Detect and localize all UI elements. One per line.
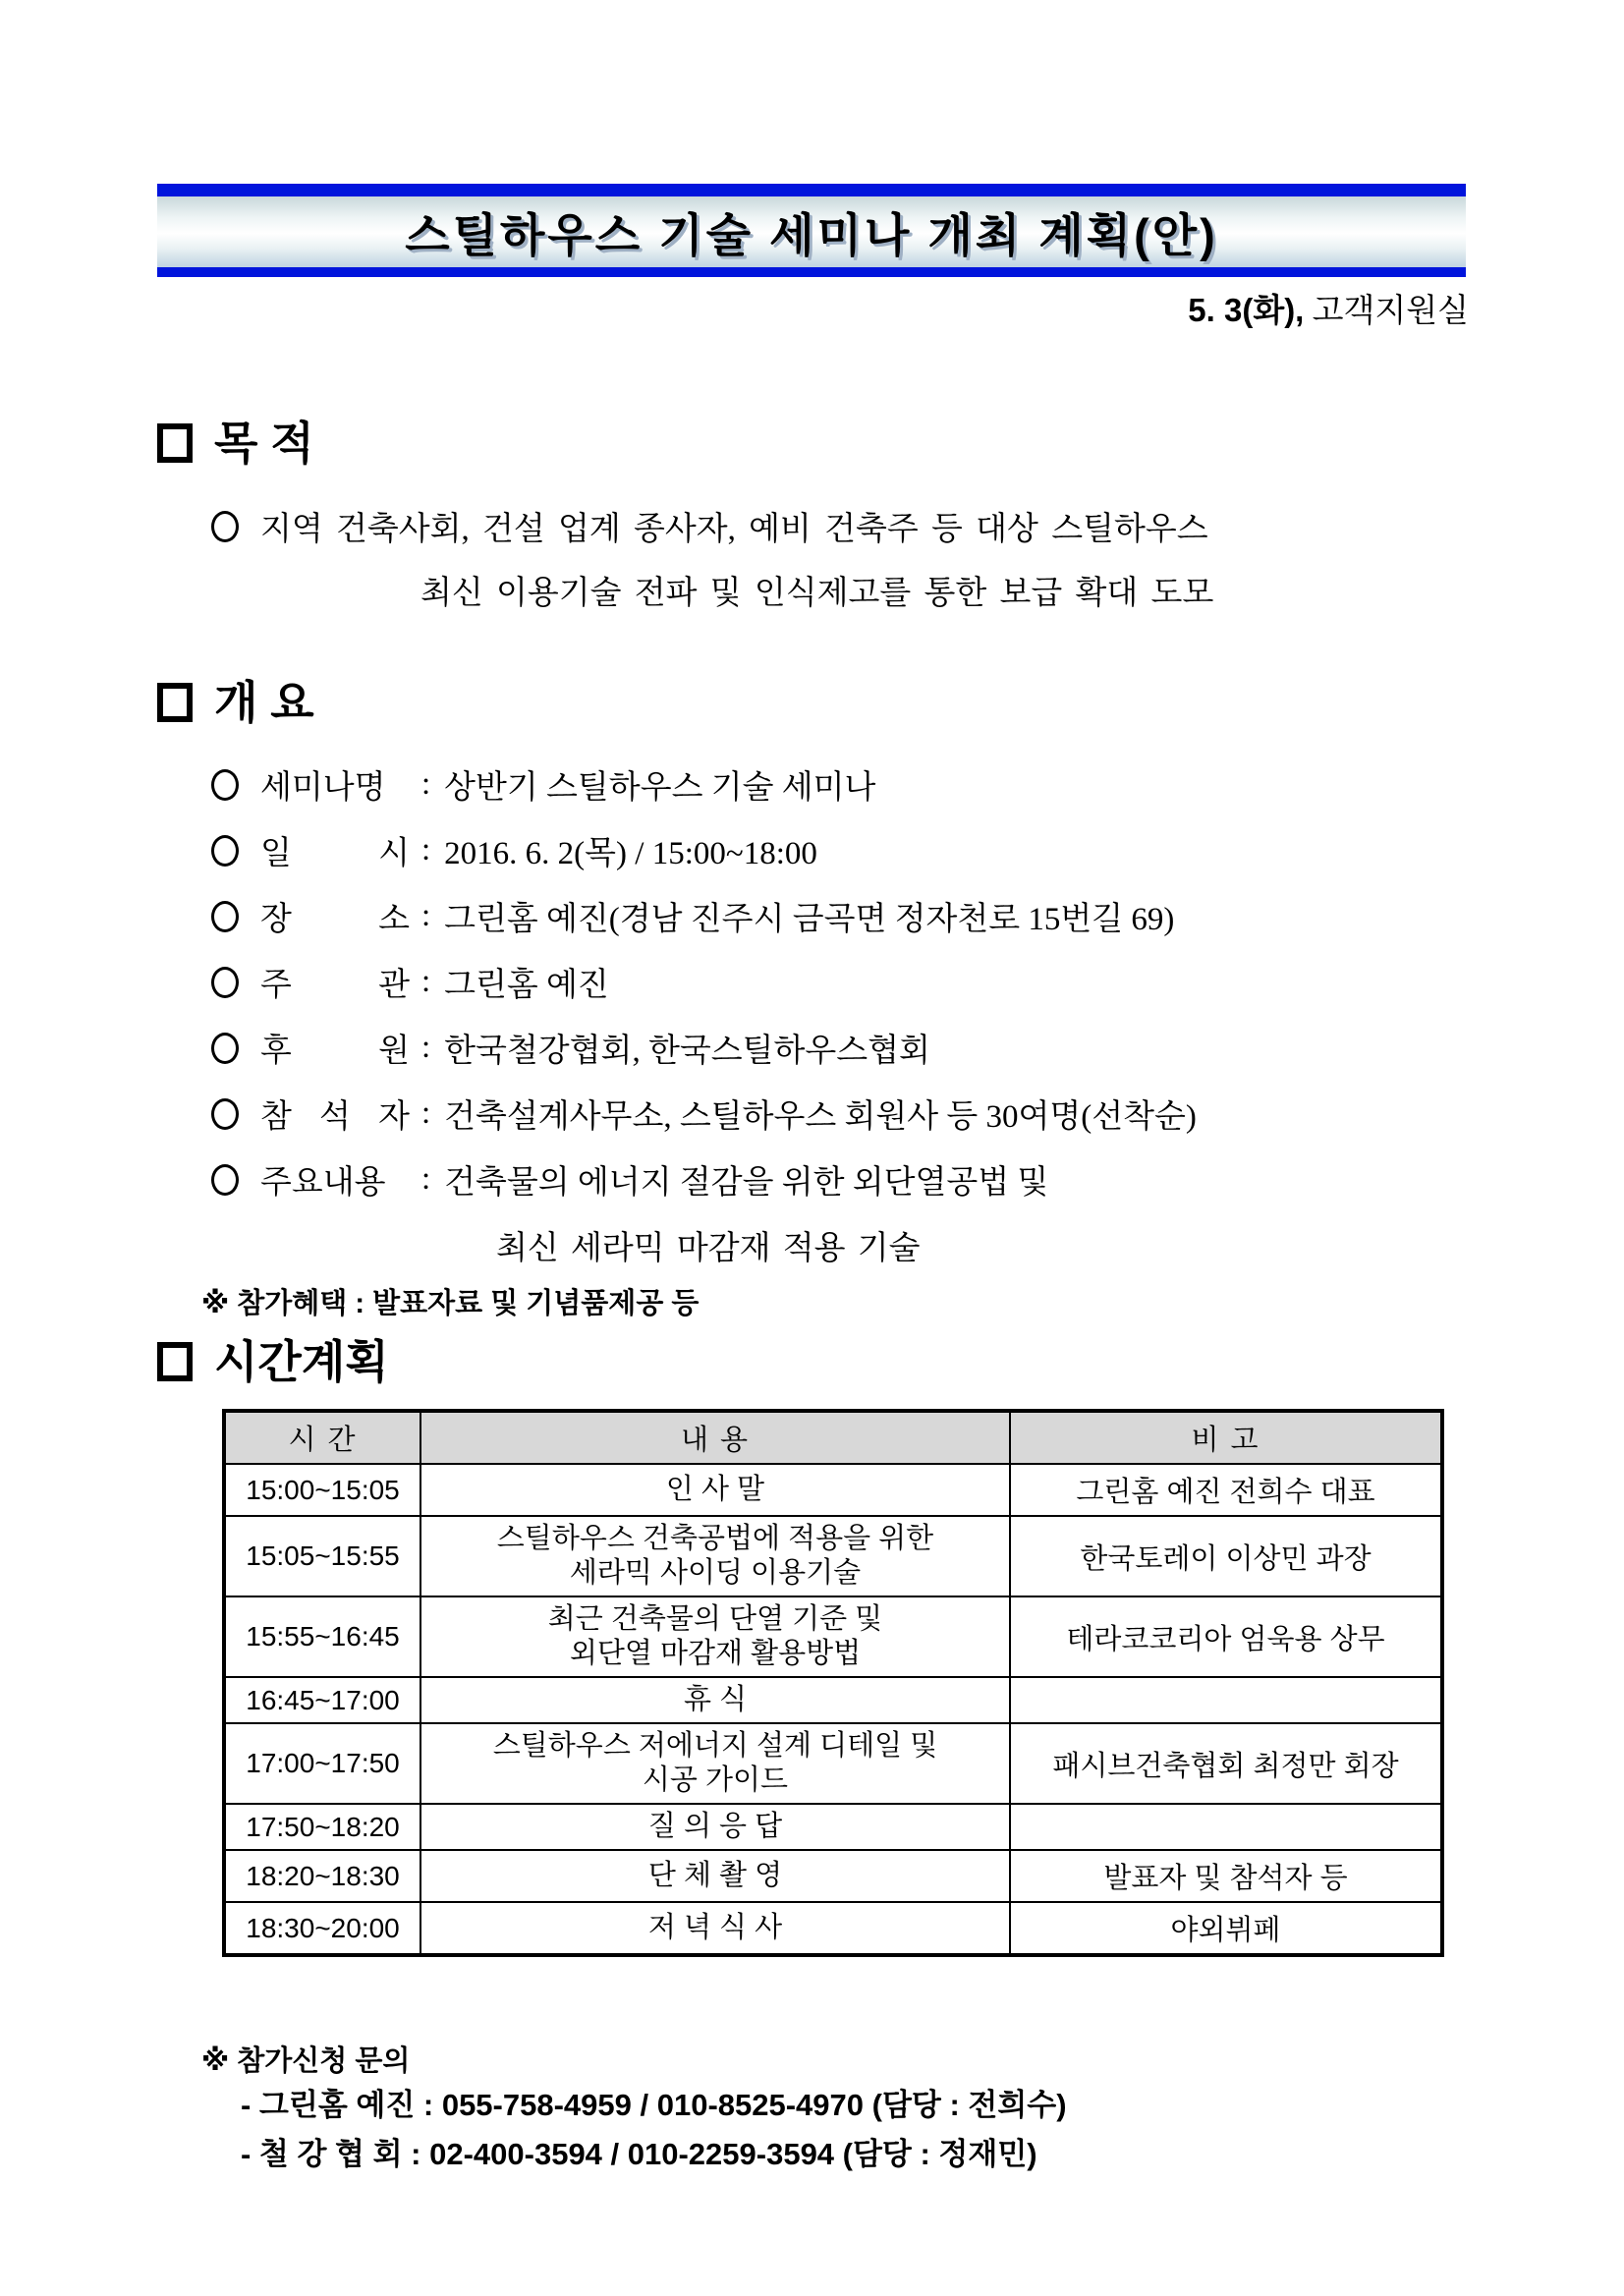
overview-item-datetime [211,817,1469,883]
item-value-continuation: 최신 세라믹 마감재 적용 기술 [496,1230,921,1266]
table-header-row [224,1411,1442,1464]
cell-note: 한국토레이 이상민 과장 [1010,1516,1442,1596]
cell-content [420,1464,1010,1516]
square-marker-icon [157,683,193,722]
overview-list [157,752,1469,1277]
table-row [224,1723,1442,1804]
purpose-text-1: 지역 건축사회, 건설 업계 종사자, 예비 건축주 등 대상 스틸하우스 [260,512,1208,547]
overview-item-attendees [211,1081,1469,1147]
cell-time: 15:05~15:55 [224,1516,420,1596]
cell-note: 그린홈 예진 전희수 대표 [1010,1464,1442,1516]
table-row [224,1677,1442,1723]
cell-content [420,1850,1010,1902]
cell-note: 테라코코리아 엄욱용 상무 [1010,1596,1442,1677]
item-label: 주 관 [260,968,410,1003]
content-line: 단 체 촬 영 [647,1860,783,1891]
cell-note: 발표자 및 참석자 등 [1010,1850,1442,1902]
column-header-time: 시 간 [224,1411,420,1464]
schedule-table [222,1409,1444,1957]
department-name: 고객지원실 [1312,294,1469,329]
content-line: 휴 식 [683,1684,748,1715]
content-line: 질 의 응 답 [647,1811,783,1842]
item-value: 그린홈 예진 [444,968,609,1003]
benefit-note: ※ 참가혜택 : 발표자료 및 기념품제공 등 [201,1288,700,1319]
content-line: 스틸하우스 건축공법에 적용을 위한 [496,1523,934,1554]
item-label: 장 소 [260,902,410,937]
document-title: 스틸하우스 기술 세미나 개최 계획(안) [405,208,1218,261]
item-separator: : [421,1095,431,1131]
circle-bullet-icon [211,901,239,932]
section-title: 개 요 [214,677,314,728]
overview-item-main-content [211,1147,1469,1212]
cell-note [1010,1804,1442,1850]
purpose-body [157,494,1469,622]
table-row [224,1464,1442,1516]
square-marker-icon [157,1342,193,1381]
overview-item-sponsor [211,1015,1469,1081]
item-label: 참 석 자 [260,1099,410,1135]
contact-title: ※ 참가신청 문의 [201,2045,411,2077]
content-line: 스틸하우스 저에너지 설계 디테일 및 [492,1730,938,1762]
item-label: 주요내용 [260,1165,386,1201]
section-title: 시간계획 [214,1336,389,1387]
purpose-line [211,494,1469,558]
table-row [224,1850,1442,1902]
title-banner [157,184,1466,277]
contact-block [157,2042,1469,2179]
overview-item-venue [211,883,1469,949]
cell-content [420,1804,1010,1850]
purpose-line [420,558,1469,622]
cell-time: 15:00~15:05 [224,1464,420,1516]
item-value: 건축설계사무소, 스틸하우스 회원사 등 30여명(선착순) [444,1099,1197,1135]
banner-top-rule [157,184,1466,196]
cell-note: 야외뷔페 [1010,1902,1442,1955]
cell-time: 18:20~18:30 [224,1850,420,1902]
item-separator: : [421,832,431,868]
cell-content [420,1723,1010,1804]
item-value: 건축물의 에너지 절감을 위한 외단열공법 및 [444,1165,1049,1201]
item-label: 세미나명 [260,770,386,806]
item-value: 그린홈 예진(경남 진주시 금곡면 정자천로 15번길 69) [444,902,1175,937]
content-line: 외단열 마감재 활용방법 [569,1638,862,1669]
content-line: 저 녁 식 사 [647,1912,783,1943]
cell-note [1010,1677,1442,1723]
cell-time: 17:00~17:50 [224,1723,420,1804]
table-row [224,1902,1442,1955]
section-title: 목 적 [214,418,314,469]
square-marker-icon [157,423,193,463]
date-line [157,291,1469,331]
item-separator: : [421,898,431,933]
circle-bullet-icon [211,511,239,542]
cell-time: 16:45~17:00 [224,1677,420,1723]
item-separator: : [421,1030,431,1065]
item-label: 일 시 [260,836,410,871]
contact-line-steel-association: - 철 강 협 회 : 02-400-3594 / 010-2259-3594 (담당 : 정재민) [241,2137,1037,2171]
table-row [224,1596,1442,1677]
item-separator: : [421,766,431,802]
cell-note: 패시브건축협회 최정만 회장 [1010,1723,1442,1804]
item-value: 2016. 6. 2(목) / 15:00~18:00 [444,836,817,871]
column-header-content: 내 용 [420,1411,1010,1464]
table-row [224,1804,1442,1850]
column-header-note: 비 고 [1010,1411,1442,1464]
contact-line-greenhome: - 그린홈 예진 : 055-758-4959 / 010-8525-4970 (담당 : 전희수) [241,2088,1067,2122]
table-row [224,1516,1442,1596]
banner-body [157,196,1466,267]
overview-item-seminar-name [211,752,1469,817]
cell-content [420,1902,1010,1955]
section-heading-schedule [157,1338,1469,1385]
overview-item-organizer [211,949,1469,1015]
item-value: 한국철강협회, 한국스틸하우스협회 [444,1034,930,1069]
content-line: 시공 가이드 [642,1764,789,1796]
circle-bullet-icon [211,1098,239,1130]
purpose-text-2: 최신 이용기술 전파 및 인식제고를 통한 보급 확대 도모 [420,576,1214,611]
banner-bottom-rule [157,267,1466,277]
circle-bullet-icon [211,1164,239,1196]
circle-bullet-icon [211,967,239,998]
content-line: 세라믹 사이딩 이용기술 [569,1557,862,1589]
circle-bullet-icon [211,835,239,867]
cell-content [420,1516,1010,1596]
meeting-date: 5. 3(화), [1188,292,1305,328]
content-line: 최근 건축물의 단열 기준 및 [547,1603,883,1635]
item-label: 후 원 [260,1034,410,1069]
section-heading-overview [157,679,1469,726]
circle-bullet-icon [211,1033,239,1064]
item-value: 상반기 스틸하우스 기술 세미나 [444,770,876,806]
section-heading-purpose [157,420,1469,467]
item-separator: : [421,1161,431,1197]
overview-item-continuation [496,1212,1469,1277]
cell-content [420,1596,1010,1677]
cell-time: 17:50~18:20 [224,1804,420,1850]
content-line: 인 사 말 [665,1474,765,1505]
cell-time: 18:30~20:00 [224,1902,420,1955]
cell-content [420,1677,1010,1723]
cell-time: 15:55~16:45 [224,1596,420,1677]
item-separator: : [421,964,431,999]
circle-bullet-icon [211,769,239,801]
